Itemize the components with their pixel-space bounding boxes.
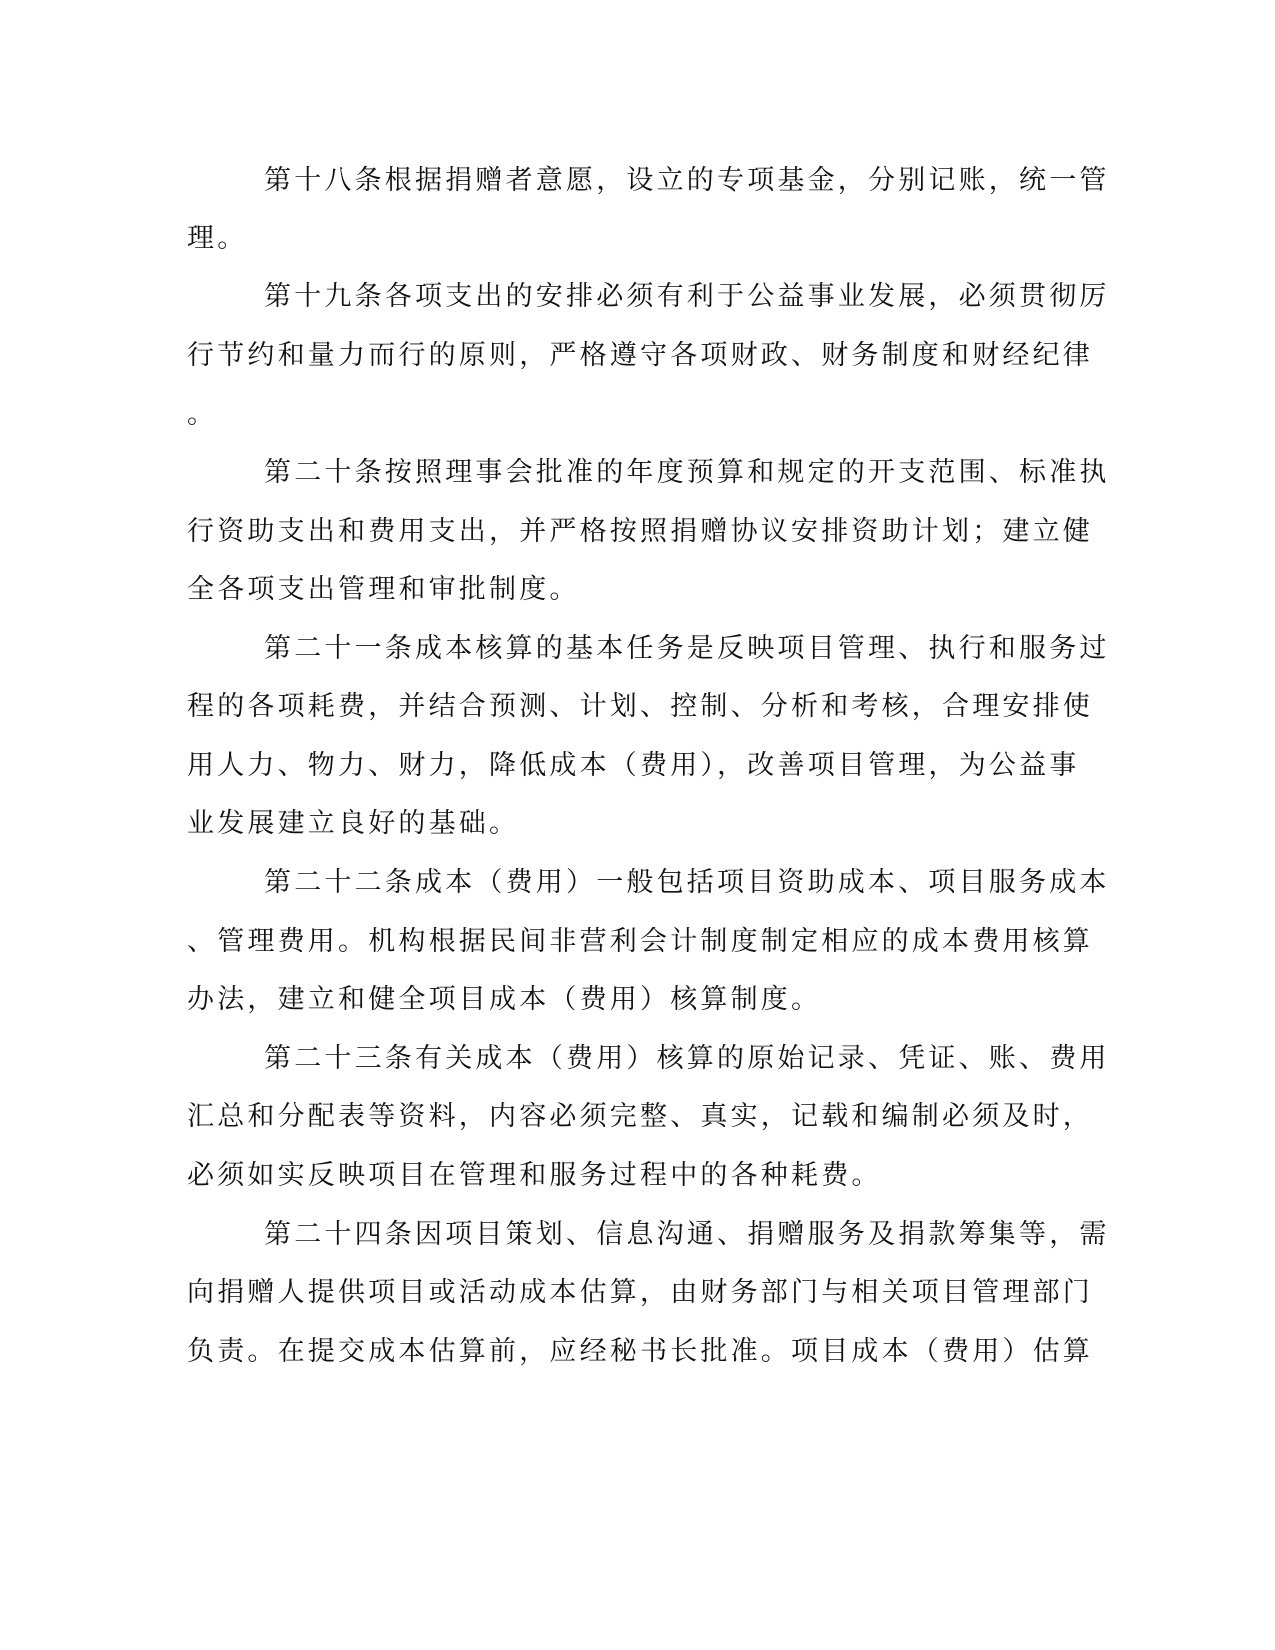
text-line: 业发展建立良好的基础。 xyxy=(187,808,520,839)
text-line: 行节约和量力而行的原则，严格遵守各项财政、财务制度和财经纪律 xyxy=(187,340,1093,371)
text-line: 行资助支出和费用支出，并严格按照捐赠协议安排资助计划；建立健 xyxy=(187,516,1093,547)
text-line: 理。 xyxy=(187,223,248,254)
text-line: 第二十四条因项目策划、信息沟通、捐赠服务及捐款筹集等，需 xyxy=(264,1219,1110,1250)
text-line: 用人力、物力、财力，降低成本（费用），改善项目管理，为公益事 xyxy=(187,750,1080,781)
text-line: 程的各项耗费，并结合预测、计划、控制、分析和考核，合理安排使 xyxy=(187,691,1093,722)
text-line: 全各项支出管理和审批制度。 xyxy=(187,574,580,605)
text-line: 必须如实反映项目在管理和服务过程中的各种耗费。 xyxy=(187,1160,882,1191)
text-line: 第二十条按照理事会批准的年度预算和规定的开支范围、标准执 xyxy=(264,457,1110,488)
text-line: 负责。在提交成本估算前，应经秘书长批准。项目成本（费用）估算 xyxy=(187,1336,1093,1367)
text-line: 办法，建立和健全项目成本（费用）核算制度。 xyxy=(187,984,822,1015)
text-line: 第十八条根据捐赠者意愿，设立的专项基金，分别记账，统一管 xyxy=(264,165,1110,196)
text-line: 第十九条各项支出的安排必须有利于公益事业发展，必须贯彻厉 xyxy=(264,281,1110,312)
text-line: 第二十三条有关成本（费用）核算的原始记录、凭证、账、费用 xyxy=(264,1043,1110,1074)
text-line: 汇总和分配表等资料，内容必须完整、真实，记载和编制必须及时， xyxy=(187,1101,1093,1132)
text-line: 、管理费用。机构根据民间非营利会计制度制定相应的成本费用核算 xyxy=(187,926,1093,957)
text-line: 。 xyxy=(187,399,218,430)
text-line: 向捐赠人提供项目或活动成本估算，由财务部门与相关项目管理部门 xyxy=(187,1277,1093,1308)
text-line: 第二十一条成本核算的基本任务是反映项目管理、执行和服务过 xyxy=(264,633,1110,664)
text-line: 第二十二条成本（费用）一般包括项目资助成本、项目服务成本 xyxy=(264,867,1110,898)
